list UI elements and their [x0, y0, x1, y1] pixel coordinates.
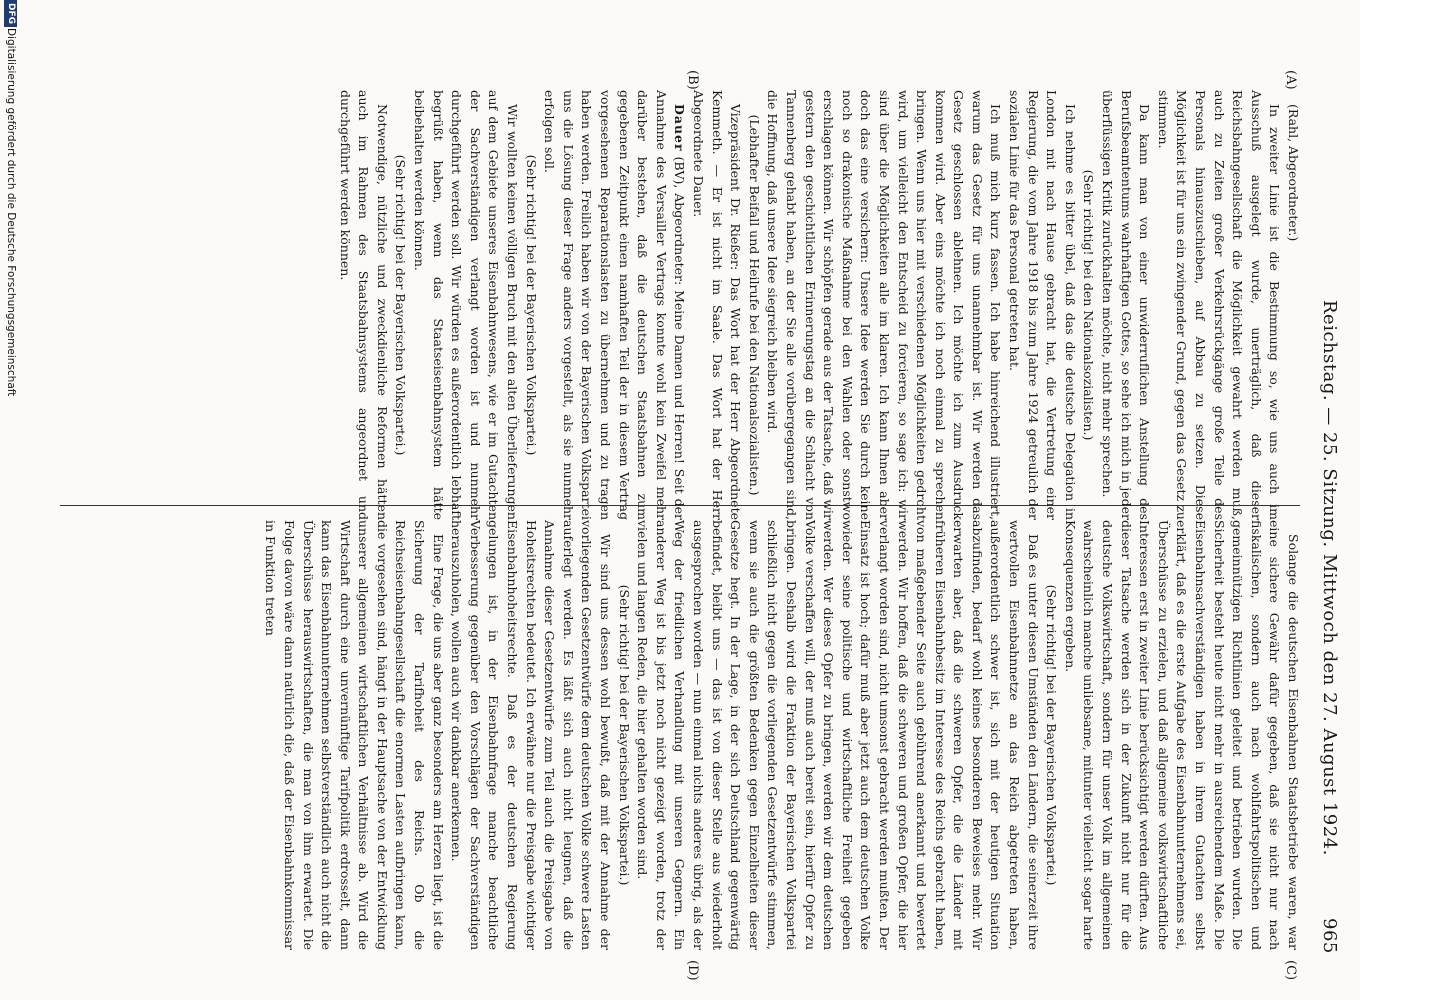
paragraph: In zweiter Linie ist die Bestimmung so, wie uns auch im Ausschuß ausgelegt wurde, unerträglich, daß dieser Reichsbahngesellschaft die Möglichkeit gewahrt werden muß, auch zu Zeiten großer Verkehrsrückgänge große Teile des Personals hinauszuschieben, auf Abbau zu setzen. Diese Möglichkeit ist für uns ein zwingender Grund, gegen das Gesetz zu stimmen. — [1155, 90, 1283, 520]
reaction: (Lebhafter Beifall und Heilrufe bei den Nationalsozialisten.) — [746, 114, 762, 496]
margin-marker-a: (A) — [1283, 70, 1298, 90]
funding-note: Digitalisierung gefördert durch die Deutsche Forschungsgemeinschaft — [5, 28, 17, 397]
speech-opening — [540, 90, 689, 520]
margin-marker-b: (B) — [685, 70, 700, 90]
margin-marker-c: (C) — [1283, 960, 1298, 981]
right-column — [261, 520, 1302, 950]
paragraph: Daß es unter diesen Umständen den Ländern, die seinerzeit ihre wertvollen Eisenbahnnetze an das Reich abgetreten haben, außerordentlich schwer ist, sich mit der heutigen Situation abzufinden, bedarf wohl keines besonderen Beweises mehr. Wir erwarten aber, daß die schweren Opfer, die die Länder mit früheren Eisenbahnbesitz im Interesse des Reichs gebracht haben, von maßgebender Seite auch gebührend anerkannt und bewertet werden. Wir hoffen, daß die schweren und großen Opfer, die hier verlangt worden sind, nicht umsonst gebracht werden mußten. Der Einsatz ist hoch; dafür muß aber jetzt auch dem deutschen Volke wieder seine politische und wirtschaftliche Freiheit gegeben werden. Wer dieses Opfer zu bringen, werden wir dem deutschen Volke verschaffen will, der muß auch bereit sein, hierfür Opfer zu bringen. Deshalb wird die Fraktion der Bayerischen Volkspartei schließlich nicht gegen die vorliegenden Gesetzentwürfe stimmen, wenn sie auch die größten Bedenken gegen Einzelheiten dieser Gesetze hegt. In der Lage, in der sich Deutschland gegenwärtig befindet, bleibt uns — das ist von dieser Stelle aus wiederholt ausgesprochen worden — nun einmal nichts anderes übrig, als der Weg der friedlichen Verhandlung mit unseren Gegnern. Ein anderer Weg ist bis jetzt noch nicht gezeigt worden, trotz der vielen und langen Reden, die hier gehalten worden sind. — [635, 520, 1041, 950]
reaction: (Sehr richtig! bei der Bayerischen Volkspartei.) — [1044, 584, 1060, 886]
funding-footer — [3, 0, 17, 1000]
speaker-name: Dauer — [672, 104, 688, 152]
reaction: (Sehr richtig! bei der Bayerischen Volkspartei.) — [523, 154, 539, 456]
paragraph: (BV), Abgeordneter: Meine Damen und Herren! Seit der Annahme des Versailler Vertrags konnte wohl kein Zweifel mehr darüber bestehen, daß die deutschen Staatsbahnen zum gegebenen Zeitpunkt einen namhaften Teil der in diesem Vertrag vorgesehenen Reparationslasten zu übernehmen und zu tragen haben werden. Freilich haben wir von der Bayerischen Volkspartei uns die Lösung dieser Frage anders vorgestellt, als sie nunmehr erfolgen soll. — [542, 90, 688, 520]
paragraph: Solange die deutschen Eisenbahnen Staatsbetriebe waren, war eine sichere Gewähr dafür gegeben, daß sie nicht nur nach fiskalischen, sondern auch nach wohlfahrtspolitischen und gemeinnützigen Richtlinien geleitet und betrieben wurden. Die Sicherheit besteht heute nicht mehr in ausreichendem Maße. Die Eisenbahnsachverständigen haben in ihrem Gutachten selbst erklärt, daß es die erste Aufgabe des Eisenbahnunternehmens sei, Überschüsse zu erzielen, und daß allgemeine volkswirtschaftliche Interessen erst in zweiter Linie berücksichtigt werden dürften. Aus dieser Tatsache werden sich in der Zukunft nicht nur für die deutsche Volkswirtschaft, sondern für unser Volk im allgemeinen wahrscheinlich manche unliebsame, mitunter vielleicht sogar harte Konsequenzen ergeben. — [1062, 520, 1301, 950]
paragraph: Da kann man von einer unwiderruflichen Anstellung des Berufsbeamtentums wahrhaftigen Gottes, so sehe ich mich in jeder überflüssigen Kritik zurückhalten möchte, nicht mehr sprechen. — [1100, 90, 1153, 520]
margin-marker-d: (D) — [685, 960, 700, 981]
paragraph: Eine Frage, die uns aber ganz besonders am Herzen liegt, ist die Sicherung der Tarifhoheit des Reichs. Ob die Reichseisenbahngesellschaft die enormen Lasten aufbringen kann, die vorgesehen sind, hängt in der Hauptsache von der Entwicklung unserer allgemeinen wirtschaftlichen Verhältnisse ab. Wird die Wirtschaft durch eine unvernünftige Tarifpolitik erdrosselt, dann kann das Eisenbahnunternehmen selbstverständlich auch nicht die Überschüsse herauswirtschaften, die man von ihm erwartet. Die Folge davon wäre dann natürlich die, daß der Eisenbahnkommissar in Funktion treten — [263, 520, 446, 950]
paragraph: Notwendige, nützliche und zweckdienliche Reformen hätten auch im Rahmen des Staatsbahnsystems angeordnet und durchgeführt werden können. — [337, 90, 390, 520]
paragraph: Ich nehme es bitter übel, daß das die deutsche Delegation in London mit nach Hause gebracht hat, die Vertretung einer Regierung, die vom Jahre 1918 bis zum Jahre 1924 getreulich der sozialen Linie für das Personal getreten hat. — [1007, 90, 1078, 520]
paragraph: Wir sind uns dessen wohl bewußt, daß mit der Annahme der vorliegenden Gesetzentwürfe dem deutschen Volke schwere Lasten auferlegt werden. Es läßt sich auch nicht leugnen, daß die Annahme dieser Gesetzentwürfe zum Teil auch die Preisgabe von Hoheitsrechten bedeutet. Ich erwähne nur die Preisgabe wichtiger Eisenbahnhoheitsrechte. Daß es der deutschen Regierung gelungen ist, in der Eisenbahnfrage manche beachtliche Verbesserung gegenüber den Vorschlägen der Sachverständigen herauszuholen, wollen auch wir dankbar anerkennen. — [449, 520, 614, 950]
reaction: (Sehr richtig! bei der Bayerischen Volkspartei.) — [616, 584, 632, 886]
left-column — [335, 90, 1302, 520]
page-title: Reichstag. — 25. Sitzung. Mittwoch den 27. August 1924. — [1319, 300, 1340, 856]
dfg-logo: DFG — [4, 0, 17, 27]
paragraph: Vizepräsident Dr. Rießer: Das Wort hat der Herr Abgeordnete Kemmeth. — Er ist nicht im Saale. Das Wort hat der Herr Abgeordnete Dauer. — [691, 90, 744, 520]
running-speaker: (Rahl, Abgeordneter.) — [1286, 104, 1301, 242]
reaction: (Sehr richtig! bei den Nationalsozialisten.) — [1081, 169, 1097, 441]
paragraph: Wir wollten keinen völligen Bruch mit den alten Überlieferungen auf dem Gebiete unseres Eisenbahnwesens, wie er im Gutachten der Sachverständigen verlangt worden ist und nunmehr durchgeführt werden soll. Wir würden es außerordentlich lebhaft begrüßt haben, wenn das Staatseisenbahnsystem hätte beibehalten werden können. — [412, 90, 521, 520]
page-header — [1308, 0, 1348, 1000]
column-divider — [60, 505, 1300, 506]
reaction: (Sehr richtig! bei der Bayerischen Volkspartei.) — [393, 154, 409, 456]
paragraph: Ich muß mich kurz fassen. Ich habe hinreichend illustriert, warum das Gesetz für uns unannehmbar ist. Wir werden das Gesetz geschlossen ablehnen. Ich möchte ich zum Ausdruck kommen wird. Aber eins möchte ich noch einmal zu sprechen bringen. Wenn uns hier mit verschiedenen Möglichkeiten gedroht wird, um vielleicht den Entscheid zu forcieren, so sage ich: wir sind über die Möglichkeiten alle im klaren. Ich kann Ihnen aber doch das eine versichern: Unsere Idee werden Sie durch keine noch so drakonische Maßnahme bei den Wahlen oder sonstwo erschlagen können. Wir schöpfen gerade aus der Tatsache, daß wir gestern den geschichtlichen Erinnerungstag an die Schlacht von Tannenberg gehabt haben, an der Sie alle vorübergegangen sind, die Hoffnung, daß unsere Idee siegreich bleiben wird. — [765, 90, 1004, 520]
page-number: 965 — [1319, 918, 1340, 954]
